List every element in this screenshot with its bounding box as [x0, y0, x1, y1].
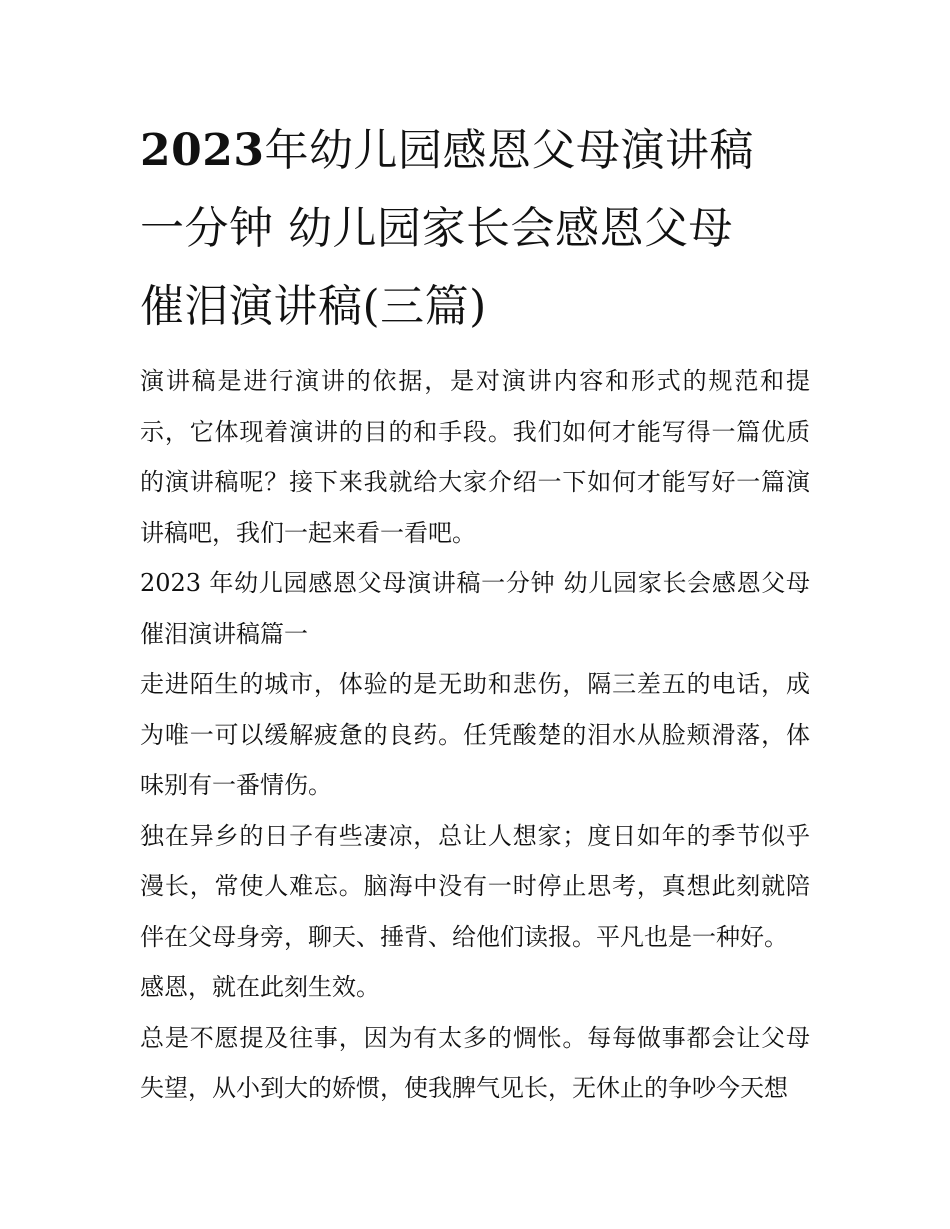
document-body	[140, 356, 810, 1114]
document-title	[140, 112, 810, 346]
title-year: 2023	[140, 125, 265, 176]
title-line-1	[140, 112, 810, 190]
body-paragraph: 走进陌生的城市，体验的是无助和悲伤，隔三差五的电话，成为唯一可以缓解疲惫的良药。任凭酸楚的泪水从脸颊滑落，体味别有一番情伤。	[140, 670, 810, 799]
body-paragraph: 感恩，就在此刻生效。	[140, 973, 380, 1001]
intro-paragraph: 演讲稿是进行演讲的依据，是对演讲内容和形式的规范和提示，它体现着演讲的目的和手段。我们如何才能写得一篇优质的演讲稿呢？接下来我就给大家介绍一下如何才能写好一篇演讲稿吧，我们一起来看一看吧。	[140, 367, 810, 547]
section-heading: 2023 年幼儿园感恩父母演讲稿一分钟 幼儿园家长会感恩父母催泪演讲稿篇一	[140, 569, 810, 648]
title-line-1-text: 年幼儿园感恩父母演讲稿	[264, 125, 754, 176]
body-paragraph: 独在异乡的日子有些凄凉，总让人想家；度日如年的季节似乎漫长，常使人难忘。脑海中没有一时停止思考，真想此刻就陪伴在父母身旁，聊天、捶背、给他们读报。平凡也是一种好。	[140, 821, 810, 951]
title-line-3: 催泪演讲稿(三篇)	[140, 281, 487, 332]
body-paragraph: 总是不愿提及往事，因为有太多的惆怅。每每做事都会让父母失望，从小到大的娇惯，使我脾气见长，无休止的争吵今天想	[140, 1023, 810, 1102]
title-line-2: 一分钟 幼儿园家长会感恩父母	[140, 203, 733, 254]
